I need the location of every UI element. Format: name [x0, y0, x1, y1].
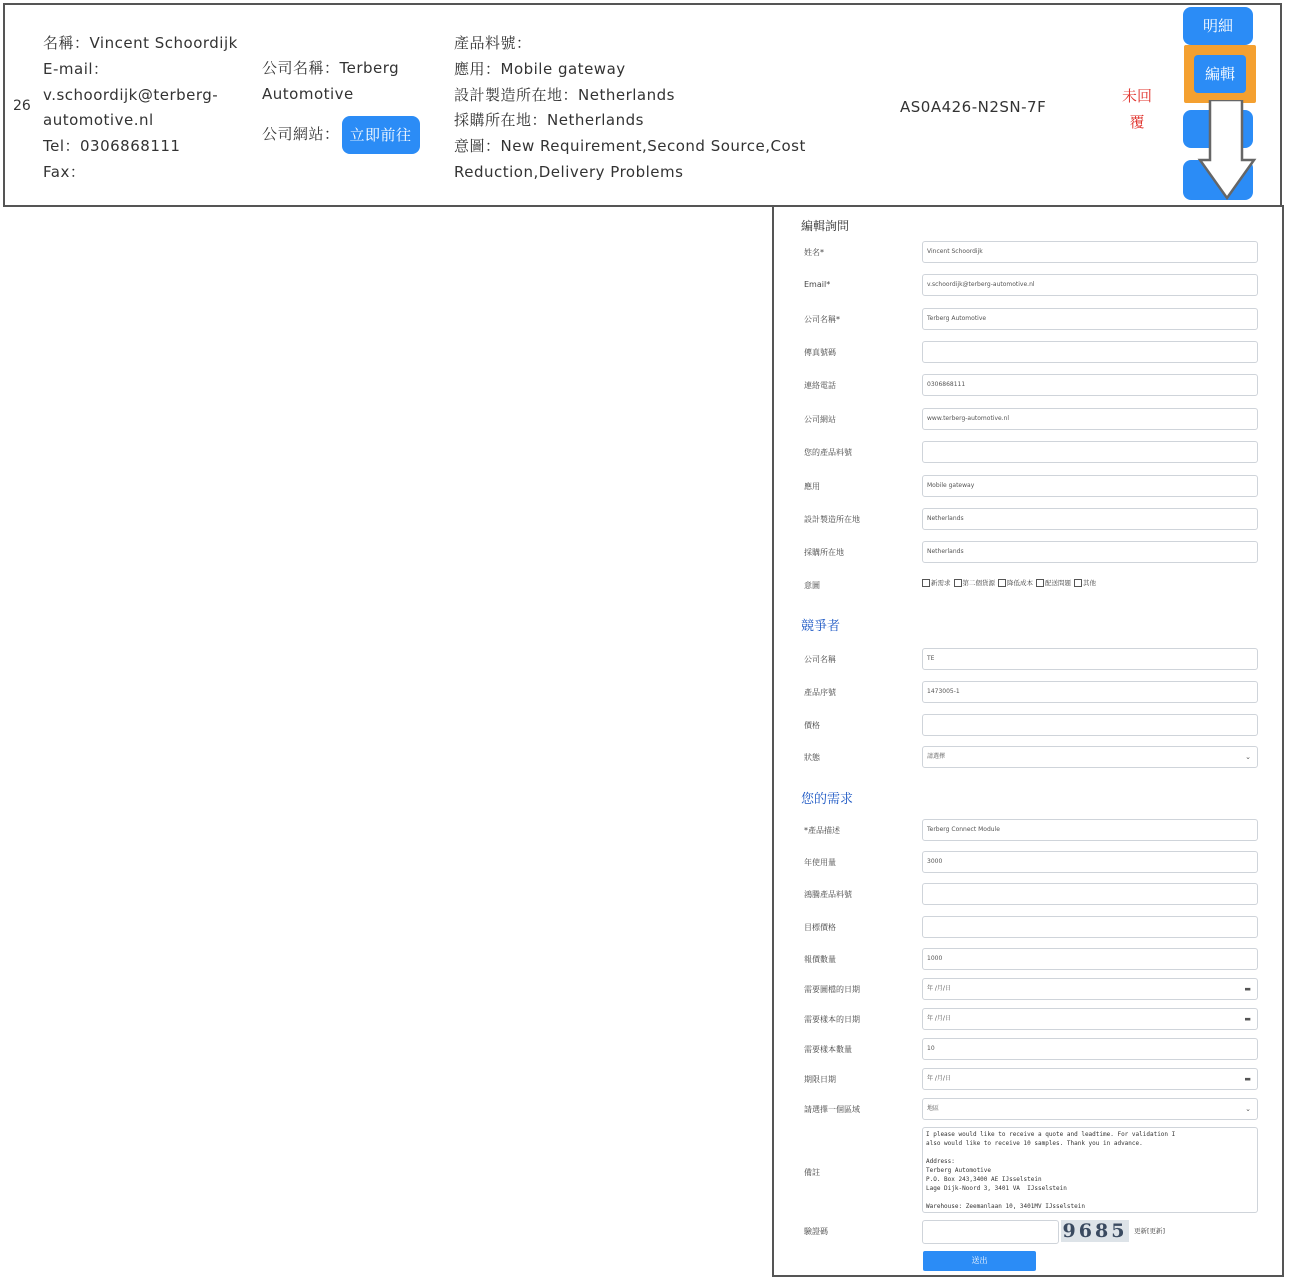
application-input[interactable]: Mobile gateway	[922, 475, 1258, 497]
chevron-down-icon: ⌄	[1245, 753, 1251, 761]
captcha-refresh-link[interactable]: 更新[更新]	[1134, 1227, 1166, 1235]
field-hongteng-part-no	[774, 883, 1282, 907]
field-design-location	[774, 508, 1282, 532]
field-drawing-date	[774, 978, 1282, 1002]
field-intent	[774, 574, 1282, 598]
intent-checkboxes	[922, 578, 1096, 587]
email-input[interactable]: v.schoordijk@terberg-automotive.nl	[922, 274, 1258, 296]
hongteng-part-no-input[interactable]	[922, 883, 1258, 905]
status-badge	[1117, 83, 1157, 135]
submit-button[interactable]: 送出	[923, 1251, 1036, 1271]
design-location-input[interactable]: Netherlands	[922, 508, 1258, 530]
intent-option[interactable]: 降低成本	[998, 578, 1033, 587]
field-name	[774, 241, 1282, 265]
notes-textarea[interactable]: I please would like to receive a quote and leadtime. For validation I also would like to receive 10 samples. Thank you in advance. Address: Terberg Automotive P.O. Box 243,3400 AE IJsselstein Lage Dijk-Noord 3, 3401 VA IJsselstein Warehouse: Zeemanlaan 10, 3401MV IJsselstein	[922, 1127, 1258, 1213]
field-fax	[774, 341, 1282, 365]
field-label: 驗證碼	[804, 1227, 828, 1236]
field-label: 請選擇一個區域	[804, 1105, 860, 1114]
contact-email-label: E-mail：	[43, 59, 109, 78]
checkbox-icon[interactable]	[1074, 579, 1082, 587]
deadline-input[interactable]: 年 /月/日 ▬	[922, 1068, 1258, 1090]
field-notes	[774, 1127, 1282, 1215]
target-price-input[interactable]	[922, 916, 1258, 938]
field-phone	[774, 374, 1282, 398]
contact-fax: Fax：	[43, 162, 86, 181]
intent-option[interactable]: 新需求	[922, 578, 951, 587]
website-input[interactable]: www.terberg-automotive.nl	[922, 408, 1258, 430]
calendar-icon[interactable]: ▬	[1244, 985, 1251, 993]
needs-heading: 您的需求	[801, 792, 854, 807]
competitor-heading: 競爭者	[801, 619, 841, 634]
field-label: 鴻騰產品料號	[804, 890, 852, 899]
name-input[interactable]: Vincent Schoordijk	[922, 241, 1258, 263]
row-index: 26	[13, 98, 31, 114]
intent-option[interactable]: 第二個貨源	[954, 578, 996, 587]
field-purchase-location	[774, 541, 1282, 565]
field-product-desc	[774, 819, 1282, 843]
product-purchase-location: 採購所在地：Netherlands	[454, 111, 644, 130]
edit-button-highlight	[1184, 45, 1256, 103]
field-label: 備註	[804, 1168, 820, 1177]
checkbox-icon[interactable]	[1036, 579, 1044, 587]
product-intent-line1: 意圖：New Requirement,Second Source,Cost	[454, 137, 806, 156]
sample-date-input[interactable]: 年 /月/日 ▬	[922, 1008, 1258, 1030]
checkbox-icon[interactable]	[954, 579, 962, 587]
field-label: 您的產品料號	[804, 448, 852, 457]
field-label: *產品描述	[804, 826, 840, 835]
company-website-label: 公司網站：	[262, 124, 340, 143]
field-competitor-price	[774, 714, 1282, 738]
region-select[interactable]: 地區 ⌄	[922, 1098, 1258, 1120]
field-label: 產品序號	[804, 688, 836, 697]
company-info	[262, 56, 420, 154]
calendar-icon[interactable]: ▬	[1244, 1015, 1251, 1023]
fax-input[interactable]	[922, 341, 1258, 363]
field-label: 公司名稱*	[804, 315, 840, 324]
edit-inquiry-form	[772, 205, 1284, 1277]
field-quote-qty	[774, 948, 1282, 972]
company-name-line1: 公司名稱：Terberg	[262, 59, 400, 77]
field-label: 年使用量	[804, 858, 836, 867]
field-competitor-company	[774, 648, 1282, 672]
product-info	[454, 31, 834, 186]
field-deadline	[774, 1068, 1282, 1092]
field-label: 價格	[804, 721, 820, 730]
inquiry-row	[3, 3, 1282, 207]
competitor-company-input[interactable]: TE	[922, 648, 1258, 670]
company-website	[262, 116, 420, 154]
intent-option[interactable]: 配送問題	[1036, 578, 1071, 587]
field-annual-usage	[774, 851, 1282, 875]
field-label: 應用	[804, 482, 820, 491]
contact-email-line2: automotive.nl	[43, 111, 154, 130]
field-sample-date	[774, 1008, 1282, 1032]
product-part-no: 產品料號：	[454, 34, 532, 52]
competitor-serial-input[interactable]: 1473005-1	[922, 681, 1258, 703]
contact-name: 名稱：Vincent Schoordijk	[43, 34, 238, 52]
status-select[interactable]: 請選擇 ⌄	[922, 746, 1258, 768]
field-label: 姓名*	[804, 248, 824, 257]
contact-tel: Tel：0306868111	[43, 137, 181, 156]
down-arrow-icon	[1196, 100, 1258, 204]
field-label: 公司網站	[804, 415, 836, 424]
field-label: 需要樣本數量	[804, 1045, 852, 1054]
company-name-line2: Automotive	[262, 84, 354, 103]
field-label: 連絡電話	[804, 381, 836, 390]
checkbox-icon[interactable]	[998, 579, 1006, 587]
drawing-date-input[interactable]: 年 /月/日 ▬	[922, 978, 1258, 1000]
sample-qty-input[interactable]: 10	[922, 1038, 1258, 1060]
field-label: 目標價格	[804, 923, 836, 932]
field-label: 期限日期	[804, 1075, 836, 1084]
captcha-input[interactable]	[922, 1220, 1059, 1244]
field-label: 狀態	[804, 753, 820, 762]
contact-email-line1: v.schoordijk@terberg-	[43, 85, 219, 104]
field-part-no	[774, 441, 1282, 465]
field-label: 傳真號碼	[804, 348, 836, 357]
intent-option[interactable]: 其他	[1074, 578, 1096, 587]
edit-button[interactable]: 編輯	[1194, 55, 1246, 93]
captcha-image: 9685	[1062, 1220, 1128, 1242]
field-region	[774, 1098, 1282, 1122]
checkbox-icon[interactable]	[922, 579, 930, 587]
field-label: 意圖	[804, 581, 820, 590]
phone-input[interactable]: 0306868111	[922, 374, 1258, 396]
company-input[interactable]: Terberg Automotive	[922, 308, 1258, 330]
field-competitor-status	[774, 746, 1282, 770]
field-sample-qty	[774, 1038, 1282, 1062]
quote-qty-input[interactable]: 1000	[922, 948, 1258, 970]
field-label: 設計製造所在地	[804, 515, 860, 524]
field-label: 需要樣本的日期	[804, 1015, 860, 1024]
status-line2: 覆	[1129, 113, 1145, 131]
field-label: Email*	[804, 280, 831, 289]
competitor-price-input[interactable]	[922, 714, 1258, 736]
calendar-icon[interactable]: ▬	[1244, 1075, 1251, 1083]
field-label: 採購所在地	[804, 548, 844, 557]
go-to-website-button[interactable]: 立即前往	[342, 116, 420, 154]
field-captcha	[774, 1220, 1282, 1244]
annual-usage-input[interactable]: 3000	[922, 851, 1258, 873]
field-target-price	[774, 916, 1282, 940]
field-label: 報價數量	[804, 955, 836, 964]
field-company	[774, 308, 1282, 332]
purchase-location-input[interactable]: Netherlands	[922, 541, 1258, 563]
field-email	[774, 274, 1282, 298]
product-desc-input[interactable]: Terberg Connect Module	[922, 819, 1258, 841]
field-label: 需要圖檔的日期	[804, 985, 860, 994]
product-intent-line2: Reduction,Delivery Problems	[454, 162, 684, 181]
chevron-down-icon: ⌄	[1245, 1105, 1251, 1113]
part-code: AS0A426-N2SN-7F	[900, 98, 1047, 116]
part-no-input[interactable]	[922, 441, 1258, 463]
field-competitor-serial	[774, 681, 1282, 705]
contact-info	[43, 31, 238, 186]
product-design-location: 設計製造所在地：Netherlands	[454, 85, 675, 104]
field-website	[774, 408, 1282, 432]
field-application	[774, 475, 1282, 499]
detail-button[interactable]: 明細	[1183, 7, 1253, 45]
form-title: 編輯詢問	[801, 219, 850, 233]
status-line1: 未回	[1121, 87, 1152, 105]
field-label: 公司名稱	[804, 655, 836, 664]
product-application: 應用：Mobile gateway	[454, 59, 626, 78]
